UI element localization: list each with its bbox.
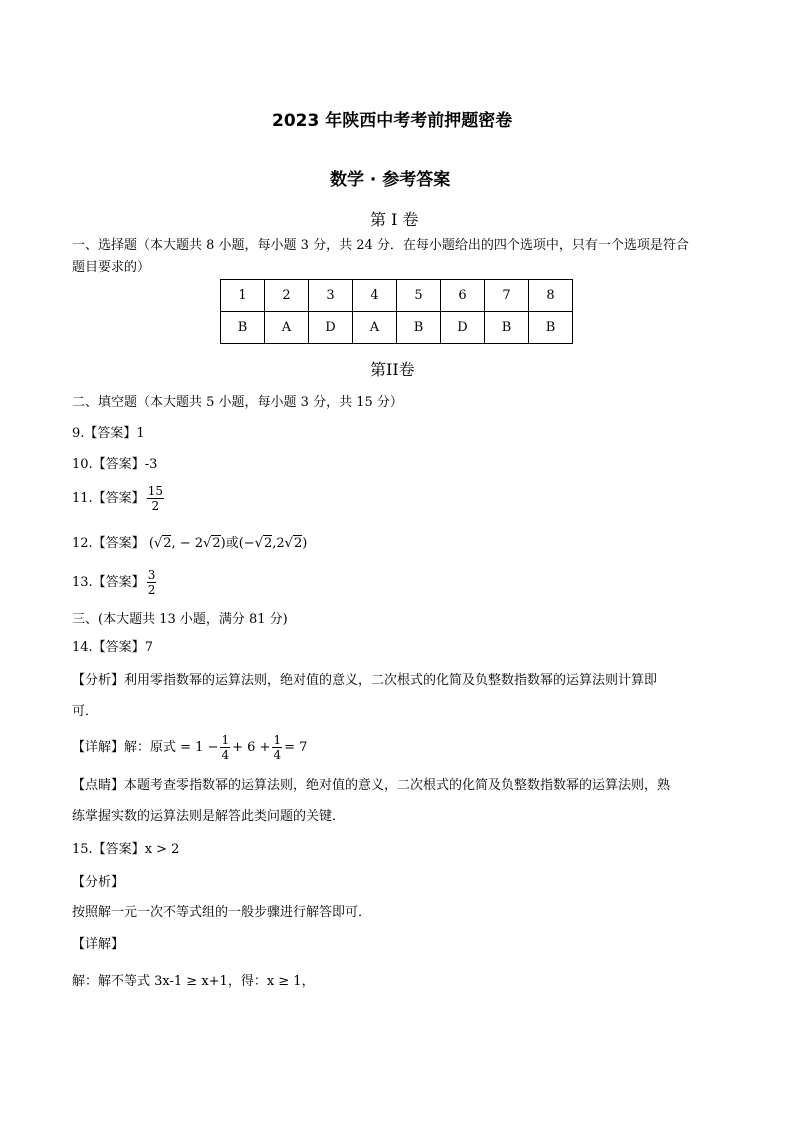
text: ,2 [272,536,285,551]
table-cell-answer: A [353,312,397,344]
paren: ) [302,536,308,551]
sqrt-icon: √ [203,536,212,551]
q14-note-cont: 练掌握实数的运算法则是解答此类问题的关键． [72,809,346,824]
q15-analysis-tag: 【分析】 [72,875,125,890]
table-cell-number: 8 [529,280,573,312]
radicand: 2 [263,536,273,551]
paren: ) [220,536,226,551]
note-text: 本题考查零指数幂的运算法则，绝对值的意义，二次根式的化简及负整数指数幂的运算法则，熟 [124,778,671,793]
answer-q11 [72,484,166,513]
answer-table-number-row [221,280,573,312]
answer-q9 [72,425,145,443]
fraction [147,484,164,513]
answer-label: 13.【答案】 [72,574,145,590]
detail-text: + 6 + [232,739,271,755]
section-1-instructions-line1 [72,237,689,255]
answer-label: 10.【答案】 [72,457,145,472]
table-cell-number: 2 [265,280,309,312]
sqrt-icon: √ [254,536,263,551]
note-tag: 【点睛】 [72,778,125,793]
q14-detail [72,733,307,762]
document-title: 2023 年陕西中考考前押题密卷 [272,111,513,131]
table-cell-answer: B [529,312,573,344]
answer-q14 [72,639,153,657]
table-cell-answer: D [309,312,353,344]
or-word: 或 [225,536,239,551]
fraction-denominator: 2 [151,499,160,513]
answer-value: 1 [136,426,145,441]
paren: (− [238,536,255,551]
fraction-numerator: 15 [147,484,163,498]
answer-table-answer-row [221,312,573,344]
section-1-instructions-line2: 题目要求的） [72,260,151,275]
analysis-tag: 【分析】 [72,673,125,688]
table-cell-answer: A [265,312,309,344]
fraction [272,733,282,762]
table-cell-number: 3 [309,280,353,312]
table-cell-answer: D [441,312,485,344]
paren: ( [148,536,154,551]
answer-label: 12.【答案】 [72,536,145,551]
volume-1-heading: 第 I 卷 [370,210,419,229]
text: , − 2 [171,536,204,551]
q14-note [72,777,670,795]
q15-analysis-text: 按照解一元一次不等式组的一般步骤进行解答即可． [72,905,372,920]
table-cell-number: 7 [485,280,529,312]
fraction-denominator: 2 [147,583,156,597]
document-subtitle: 数学 · 参考答案 [330,170,451,190]
answer-q15 [72,841,179,859]
sqrt-icon: √ [153,536,163,551]
sqrt-icon: √ [284,536,293,551]
answer-table [220,279,573,344]
fraction [220,733,230,762]
table-cell-answer: B [221,312,265,344]
radicand: 2 [163,536,172,551]
section-1-text: 一、选择题（本大题共 8 小题，每小题 3 分，共 24 分．在每小题给出的四个选项中，只有一个选项是符合 [72,238,689,253]
q14-analysis-cont: 可． [72,704,99,719]
answer-label: 14.【答案】 [72,640,145,655]
q14-analysis [72,672,657,690]
volume-2-heading: 第II卷 [370,360,415,379]
fraction-numerator: 3 [147,568,156,582]
answer-label: 9.【答案】 [72,426,137,441]
fraction-numerator: 1 [221,733,230,747]
detail-text: 解：原式 = 1 − [124,739,219,755]
q15-detail-tag: 【详解】 [72,937,125,952]
table-cell-number: 5 [397,280,441,312]
table-cell-number: 1 [221,280,265,312]
answer-q13 [72,568,158,597]
fraction [147,568,157,597]
answer-value: 7 [144,640,153,655]
answer-value: x > 2 [144,842,180,857]
section-2-instructions: 二、填空题（本大题共 5 小题，每小题 3 分，共 15 分） [72,395,403,410]
table-cell-number: 4 [353,280,397,312]
radicand: 2 [212,536,221,551]
fraction-denominator: 4 [273,748,282,762]
table-cell-answer: B [397,312,441,344]
answer-label: 15.【答案】 [72,842,145,857]
answer-q10 [72,456,157,474]
q15-detail-text: 解：解不等式 3x-1 ≥ x+1，得：x ≥ 1， [72,974,315,989]
detail-text: = 7 [284,739,308,755]
analysis-text: 利用零指数幂的运算法则，绝对值的意义，二次根式的化简及负整数指数幂的运算法则计算即 [124,673,658,688]
fraction-numerator: 1 [273,733,282,747]
radicand: 2 [293,536,303,551]
table-cell-answer: B [485,312,529,344]
detail-tag: 【详解】 [72,739,125,755]
answer-q12 [72,535,307,553]
fraction-denominator: 4 [221,748,230,762]
table-cell-number: 6 [441,280,485,312]
answer-value: -3 [144,457,158,472]
answer-label: 11.【答案】 [72,490,145,506]
section-3-instructions: 三、(本大题共 13 小题，满分 81 分) [72,612,288,627]
